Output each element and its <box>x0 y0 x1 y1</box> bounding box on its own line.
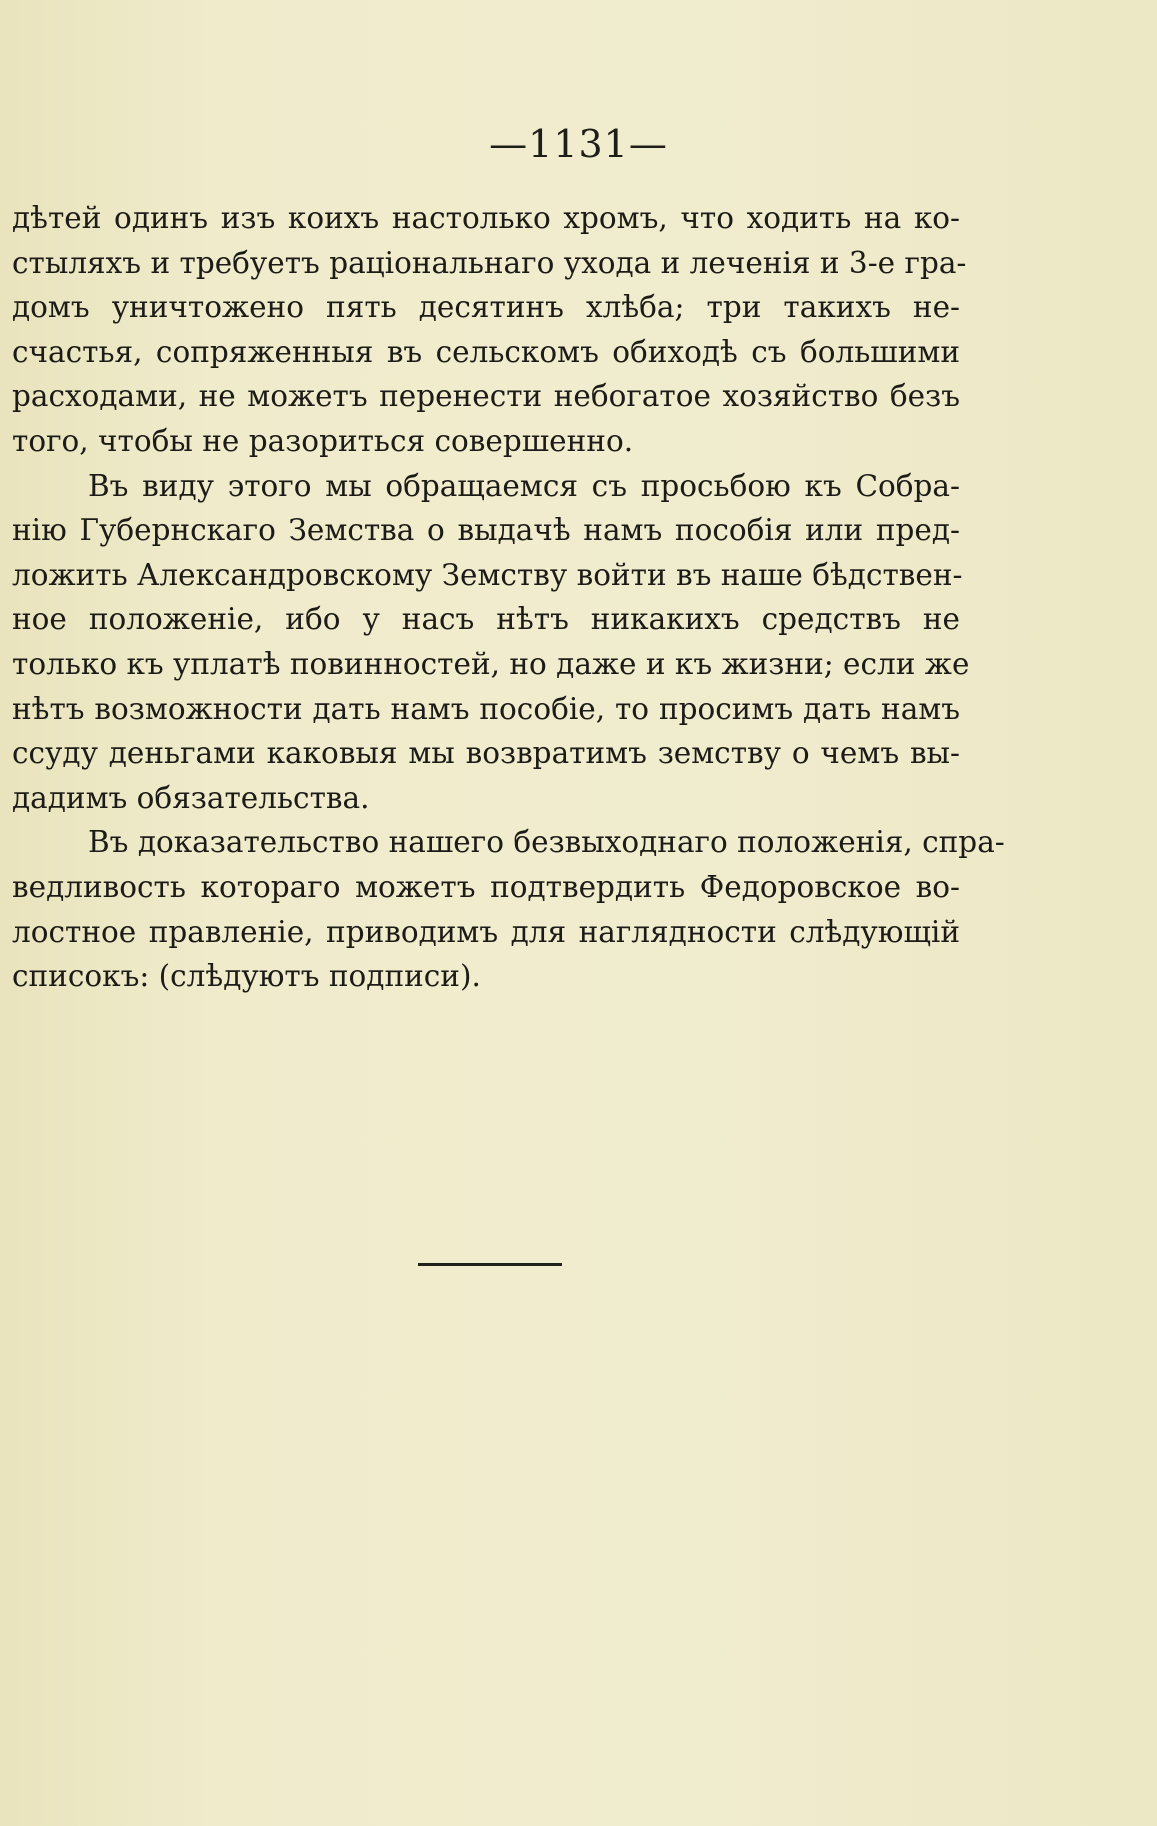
text-line: расходами, не можетъ перенести небогатое хозяйство безъ <box>12 379 960 414</box>
text-line: ложить Александровскому Земству войти въ наше бѣдствен- <box>12 557 963 592</box>
text-line: Въ доказательство нашего безвыходнаго положенія, спра- <box>88 825 1005 860</box>
text-line: ведливость котораго можетъ подтвердить Федоровское во- <box>12 869 960 904</box>
text-line: дадимъ обязательства. <box>12 780 370 815</box>
text-line: лостное правленіе, приводимъ для наглядности слѣдующій <box>12 914 960 949</box>
text-line: счастья, сопряженныя въ сельскомъ обиходѣ съ большими <box>12 334 960 369</box>
text-line: только къ уплатѣ повинностей, но даже и къ жизни; если же <box>12 646 970 681</box>
text-line: списокъ: (слѣдуютъ подписи). <box>12 959 481 994</box>
text-line: ссуду деньгами каковыя мы возвратимъ земству о чемъ вы- <box>12 736 960 771</box>
text-line: ное положеніе, ибо у насъ нѣтъ никакихъ средствъ не <box>12 602 960 637</box>
text-line: нѣтъ возможности дать намъ пособіе, то просимъ дать намъ <box>12 691 960 726</box>
text-line: того, чтобы не разориться совершенно. <box>12 423 634 458</box>
text-line: стыляхъ и требуетъ раціональнаго ухода и леченія и 3-е гра- <box>12 245 967 280</box>
text-line: нію Губернскаго Земства о выдачѣ намъ пособія или пред- <box>12 513 960 548</box>
text-line: дѣтей одинъ изъ коихъ настолько хромъ, что ходить на ко- <box>12 201 960 235</box>
text-line: Въ виду этого мы обращаемся съ просьбою къ Собра- <box>88 468 960 503</box>
page-number: —1131— <box>489 122 668 166</box>
body-text <box>12 196 1005 999</box>
text-line: домъ уничтожено пять десятинъ хлѣба; три такихъ не- <box>12 290 960 325</box>
section-rule <box>418 1263 562 1266</box>
